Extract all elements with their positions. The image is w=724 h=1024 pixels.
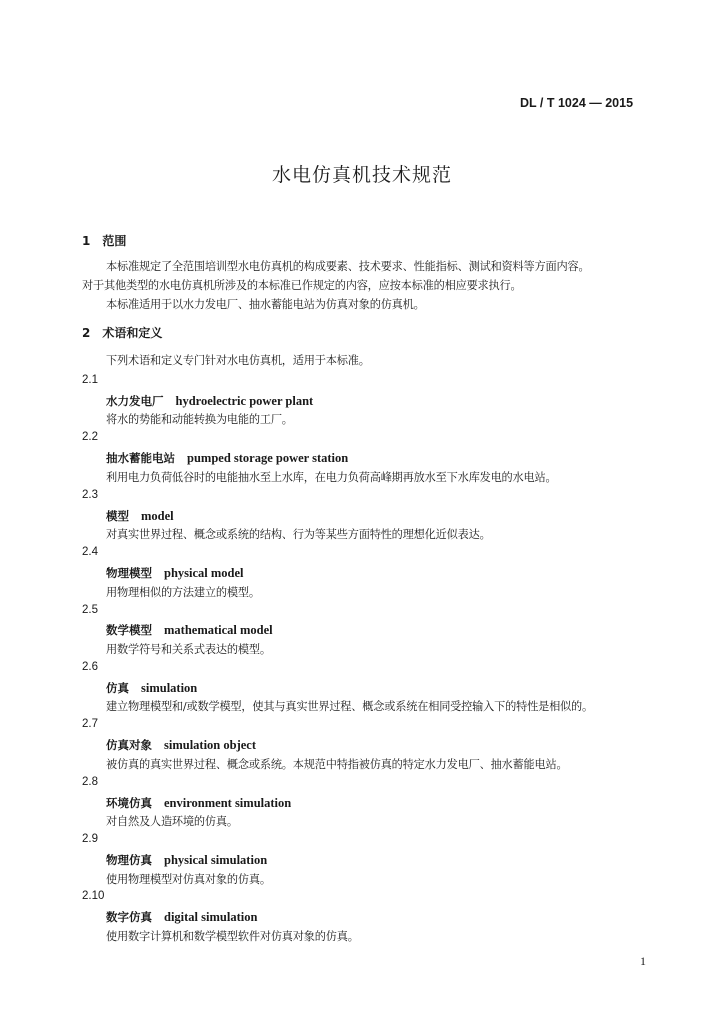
term-number: 2.7: [82, 718, 98, 730]
term-english: digital simulation: [164, 910, 258, 924]
term-chinese: 数学模型: [106, 623, 152, 637]
term-english: model: [141, 509, 174, 523]
term-definition: 利用电力负荷低谷时的电能抽水至上水库，在电力负荷高峰期再放水至下水库发电的水电站。: [106, 471, 557, 484]
term-heading: [106, 795, 291, 811]
term-definition: 建立物理模型和/或数学模型，使其与真实世界过程、概念或系统在相同受控输入下的特性是相似的。: [106, 700, 594, 713]
term-english: simulation: [141, 681, 198, 695]
page-number: 1: [640, 954, 646, 968]
term-english: pumped storage power station: [187, 451, 349, 465]
section-1-paragraph-2: 本标准适用于以水力发电厂、抽水蓄能电站为仿真对象的仿真机。: [106, 298, 425, 311]
term-heading: [106, 852, 267, 868]
term-definition: 使用物理模型对仿真对象的仿真。: [106, 873, 271, 886]
term-chinese: 物理仿真: [106, 853, 152, 867]
term-heading: [106, 565, 244, 581]
document-title: 水电仿真机技术规范: [271, 164, 452, 186]
term-chinese: 物理模型: [106, 566, 152, 580]
term-english: environment simulation: [164, 796, 292, 810]
term-heading: [106, 393, 313, 409]
term-definition: 对真实世界过程、概念或系统的结构、行为等某些方面特性的理想化近似表达。: [106, 528, 491, 541]
term-chinese: 模型: [106, 509, 129, 523]
term-english: physical simulation: [164, 853, 268, 867]
term-chinese: 抽水蓄能电站: [106, 451, 175, 465]
term-definition: 将水的势能和动能转换为电能的工厂。: [106, 413, 293, 426]
term-number: 2.4: [82, 546, 98, 558]
term-heading: [106, 680, 197, 696]
term-heading: [106, 450, 348, 466]
term-number: 2.3: [82, 489, 98, 501]
section-1-heading: 1 范围: [82, 234, 127, 248]
term-heading: [106, 622, 273, 638]
term-chinese: 水力发电厂: [106, 394, 164, 408]
section-1-paragraph-1-line-2: 对于其他类型的水电仿真机所涉及的本标准已作规定的内容，应按本标准的相应要求执行。: [82, 279, 522, 292]
section-2-intro: 下列术语和定义专门针对水电仿真机，适用于本标准。: [106, 354, 370, 367]
term-chinese: 仿真对象: [106, 738, 152, 752]
term-heading: [106, 737, 256, 753]
term-english: mathematical model: [164, 623, 273, 637]
term-number: 2.2: [82, 431, 98, 443]
term-definition: 对自然及人造环境的仿真。: [106, 815, 238, 828]
section-2-heading: 2 术语和定义: [82, 326, 163, 340]
term-definition: 被仿真的真实世界过程、概念或系统。本规范中特指被仿真的特定水力发电厂、抽水蓄能电站。: [106, 758, 568, 771]
term-number: 2.1: [82, 374, 98, 386]
term-chinese: 数字仿真: [106, 910, 152, 924]
standard-code: DL / T 1024 — 2015: [520, 96, 634, 110]
term-number: 2.5: [82, 604, 98, 616]
term-chinese: 仿真: [106, 681, 129, 695]
term-heading: [106, 909, 257, 925]
term-heading: [106, 508, 174, 524]
term-number: 2.6: [82, 661, 98, 673]
term-chinese: 环境仿真: [106, 796, 152, 810]
term-number: 2.8: [82, 776, 98, 788]
section-1-paragraph-1-line-1: 本标准规定了全范围培训型水电仿真机的构成要素、技术要求、性能指标、测试和资料等方面内容。: [106, 260, 590, 273]
term-definition: 使用数字计算机和数学模型软件对仿真对象的仿真。: [106, 930, 359, 943]
term-definition: 用数学符号和关系式表达的模型。: [106, 643, 271, 656]
term-english: hydroelectric power plant: [175, 394, 314, 408]
term-number: 2.10: [82, 890, 105, 902]
term-english: simulation object: [164, 738, 257, 752]
term-english: physical model: [164, 566, 244, 580]
term-definition: 用物理相似的方法建立的模型。: [106, 586, 260, 599]
term-number: 2.9: [82, 833, 98, 845]
